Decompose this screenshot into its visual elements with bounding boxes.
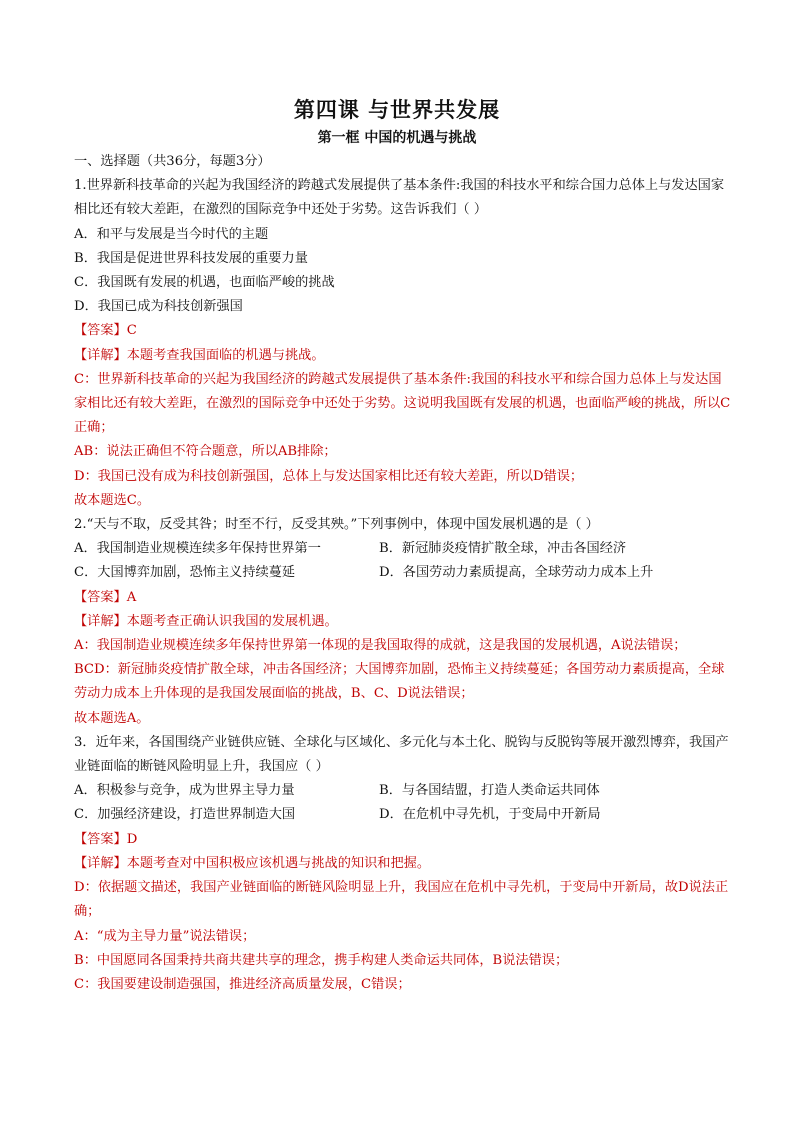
explanation-line: D：依据题文描述，我国产业链面临的断链风险明显上升，我国应在危机中寻先机，于变局中开新局，故D说法正确； [74, 880, 729, 920]
option-a: A．我国制造业规模连续多年保持世界第一 [74, 541, 321, 557]
question-stem: 2.“天与不取，反受其咎；时至不行，反受其殃。”下列事例中，体现中国发展机遇的是（ ） [74, 517, 599, 533]
explanation-line: A：“成为主导力量”说法错误； [74, 928, 256, 944]
explanation-line: BCD：新冠肺炎疫情扩散全球，冲击各国经济；大国博弈加剧，恐怖主义持续蔓延；各国劳动力素质提高，全球劳动力成本上升体现的是我国发展面临的挑战，B、C、D说法错误； [74, 662, 725, 702]
question-stem: 1.世界新科技革命的兴起为我国经济的跨越式发展提供了基本条件:我国的科技水平和综合国力总体上与发达国家相比还有较大差距，在激烈的国际竞争中还处于劣势。这告诉我们（ ） [74, 178, 725, 218]
option-c: C．我国既有发展的机遇，也面临严峻的挑战 [74, 275, 335, 291]
option-b: B．与各国结盟，打造人类命运共同体 [379, 783, 600, 799]
explanation-line: A：我国制造业规模连续多年保持世界第一体现的是我国取得的成就，这是我国的发展机遇，A说法错误； [74, 638, 687, 654]
option-a: A．积极参与竞争，成为世界主导力量 [74, 783, 295, 799]
detail-label: 【详解】本题考查正确认识我国的发展机遇。 [74, 613, 338, 629]
option-row [74, 779, 734, 803]
option-c: C．加强经济建设，打造世界制造大国 [74, 807, 296, 823]
document-body [74, 150, 734, 997]
explanation-line: B：中国愿同各国秉持共商共建共享的理念，携手构建人类命运共同体，B说法错误； [74, 952, 569, 968]
option-row [74, 803, 734, 827]
page-subtitle: 第一框 中国的机遇与挑战 [317, 130, 477, 146]
conclusion-line: 故本题选C。 [74, 492, 151, 508]
option-d: D．各国劳动力素质提高，全球劳动力成本上升 [379, 565, 654, 581]
answer-label: 【答案】C [74, 323, 137, 339]
page-title: 第四课 与世界共发展 [293, 97, 501, 122]
explanation-line: AB：说法正确但不符合题意，所以AB排除； [74, 444, 337, 460]
explanation-line: C：我国要建设制造强国，推进经济高质量发展，C错误； [74, 976, 411, 992]
option-d: D．我国已成为科技创新强国 [74, 299, 243, 315]
option-b: B．新冠肺炎疫情扩散全球，冲击各国经济 [379, 541, 627, 557]
option-b: B．我国是促进世界科技发展的重要力量 [74, 250, 308, 266]
option-row [74, 537, 734, 561]
option-c: C．大国博弈加剧，恐怖主义持续蔓延 [74, 565, 296, 581]
section-heading: 一、选择题（共36分，每题3分） [74, 154, 271, 169]
question-stem: 3．近年来，各国围绕产业链供应链、全球化与区域化、多元化与本土化、脱钩与反脱钩等展开激烈博弈，我国产业链面临的断链风险明显上升，我国应（ ） [74, 734, 729, 775]
detail-label: 【详解】本题考查对中国积极应该机遇与挑战的知识和把握。 [74, 855, 431, 871]
explanation-line: D：我国已没有成为科技创新强国，总体上与发达国家相比还有较大差距，所以D错误； [74, 468, 584, 484]
explanation-line: C：世界新科技革命的兴起为我国经济的跨越式发展提供了基本条件:我国的科技水平和综合国力总体上与发达国家相比还有较大差距，在激烈的国际竞争中还处于劣势。这说明我国既有发展的机遇，也面临严峻的挑战，所以C正确； [74, 371, 731, 436]
option-d: D．在危机中寻先机，于变局中开新局 [379, 807, 601, 823]
answer-label: 【答案】A [74, 589, 137, 605]
conclusion-line: 故本题选A。 [74, 710, 150, 726]
option-row [74, 561, 734, 585]
detail-label: 【详解】本题考查我国面临的机遇与挑战。 [74, 347, 325, 363]
answer-label: 【答案】D [74, 831, 138, 847]
option-a: A．和平与发展是当今时代的主题 [74, 226, 269, 242]
